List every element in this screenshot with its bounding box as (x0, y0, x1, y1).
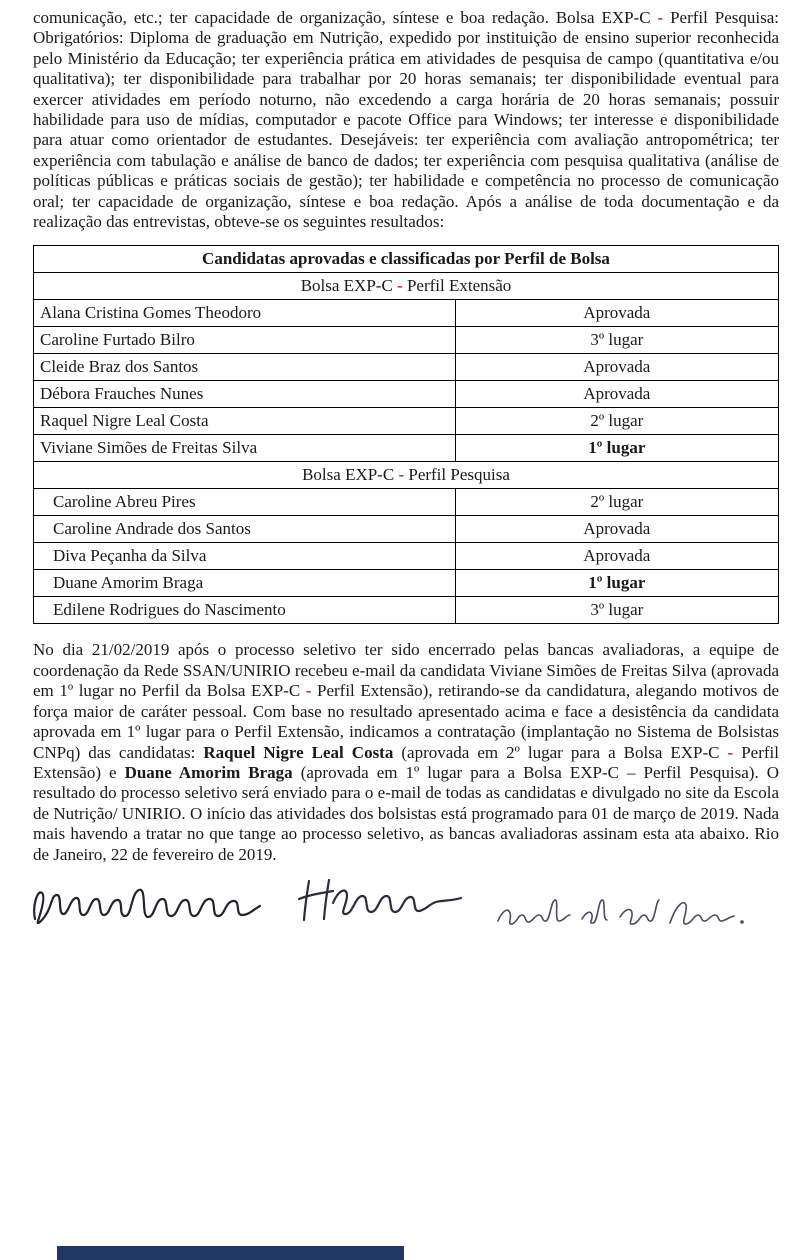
table-row (34, 327, 779, 354)
text-segment: - (727, 742, 734, 762)
candidate-name: Raquel Nigre Leal Costa (34, 408, 456, 435)
candidate-result: 3º lugar (455, 597, 778, 624)
candidate-name: Débora Frauches Nunes (34, 381, 456, 408)
candidate-name: Caroline Andrade dos Santos (34, 516, 456, 543)
candidate-name: Diva Peçanha da Silva (34, 543, 456, 570)
table-section-header (34, 462, 779, 489)
candidate-result: 3º lugar (455, 327, 778, 354)
text-segment: Perfil Extensão) e (33, 742, 779, 782)
table-title: Candidatas aprovadas e classificadas por Perfil de Bolsa (34, 246, 779, 273)
text-segment: Perfil Pesquisa (404, 465, 510, 485)
candidate-result: Aprovada (455, 354, 778, 381)
results-table-body (34, 246, 779, 624)
candidate-name: Edilene Rodrigues do Nascimento (34, 597, 456, 624)
table-row (34, 300, 779, 327)
text-segment: Bolsa EXP-C (300, 276, 398, 296)
candidate-result: Aprovada (455, 300, 778, 327)
candidate-name: Cleide Braz dos Santos (34, 354, 456, 381)
candidate-result: 2º lugar (455, 408, 778, 435)
table-section-header-row (34, 273, 779, 300)
text-segment: Perfil Pesquisa: Obrigatórios: Diploma de graduação em Nutrição, expedido por instituição de ensino superior reconhecida pelo Ministério da Educação; ter experiência prática em atividades de pesquisa de campo (quantitativa e/ou qualitativa); ter disponibilidade para trabalhar por 20 horas semanais; ter disponibilidade eventual para exercer atividades em período noturno, não excedendo a carga horária de 20 horas semanais; possuir habilidade para uso de mídias, computador e pacote Office para Windows; ter interesse e disponibilidade para atuar como orientador de estudantes. Desejáveis: ter experiência com avaliação antropométrica; ter experiência com tabulação e análise de banco de dados; ter experiência com pesquisa qualitativa (análise de políticas públicas e práticas sociais de gestão); ter habilidade e competência no processo de comunicação oral; ter capacidade de organização, síntese e boa redação. Após a análise de toda documentação e da realização das entrevistas, obteve-se os seguintes resultados: (33, 8, 779, 232)
text-segment: Duane Amorim Braga (124, 762, 293, 782)
candidate-result: 2º lugar (455, 489, 778, 516)
table-section-header (34, 273, 779, 300)
candidate-name: Caroline Abreu Pires (34, 489, 456, 516)
text-segment: - (305, 681, 312, 701)
candidate-name: Viviane Simões de Freitas Silva (34, 435, 456, 462)
table-row (34, 354, 779, 381)
candidate-name: Alana Cristina Gomes Theodoro (34, 300, 456, 327)
paragraph-result-announcement (33, 640, 779, 864)
handwritten-signature-1 (28, 881, 268, 933)
candidate-name: Duane Amorim Braga (34, 570, 456, 597)
text-segment: - (398, 465, 405, 485)
text-segment: (aprovada em 2º lugar para a Bolsa EXP-C (393, 742, 728, 762)
table-row (34, 570, 779, 597)
candidate-result: 1º lugar (455, 570, 778, 597)
text-segment: Raquel Nigre Leal Costa (203, 742, 394, 762)
text-segment: Bolsa EXP-C (302, 465, 399, 485)
text-segment: comunicação, etc.; ter capacidade de organização, síntese e boa redação. Bolsa EXP-C (33, 8, 658, 27)
table-title-row (34, 246, 779, 273)
handwritten-signature-2 (295, 875, 475, 927)
table-row (34, 408, 779, 435)
text-segment: - (657, 8, 664, 27)
footer-bar (57, 1246, 404, 1260)
table-row (34, 597, 779, 624)
table-row (34, 516, 779, 543)
paragraph-requirements (33, 8, 779, 232)
handwritten-signature-3 (490, 891, 750, 937)
candidate-result: Aprovada (455, 381, 778, 408)
text-segment: (aprovada em 1º lugar para a Bolsa EXP-C – Perfil Pesquisa). O resultado do processo seletivo será enviado para o e-mail de todas as candidatas e divulgado no site da Escola de Nutrição/ UNIRIO. O início das atividades dos bolsistas está programado para 01 de março de 2019. Nada mais havendo a tratar no que tange ao processo seletivo, as bancas avaliadoras assinam esta ata abaixo. Rio de Janeiro, 22 de fevereiro de 2019. (33, 762, 780, 864)
candidate-result: Aprovada (455, 543, 778, 570)
text-segment: No dia 21/02/2019 após o processo seletivo ter sido encerrado pelas bancas avaliadoras, a equipe de coordenação da Rede SSAN/UNIRIO recebeu e-mail da candidata Viviane Simões de Freitas Silva (aprovada em 1º lugar no Perfil da Bolsa EXP-C (33, 640, 779, 701)
results-table (33, 245, 779, 624)
candidate-result: 1º lugar (455, 435, 778, 462)
table-row (34, 435, 779, 462)
signatures-row (33, 873, 779, 951)
text-segment: - (397, 276, 403, 296)
table-row (34, 489, 779, 516)
candidate-name: Caroline Furtado Bilro (34, 327, 456, 354)
candidate-result: Aprovada (455, 516, 778, 543)
text-segment: Perfil Extensão), retirando-se da candidatura, alegando motivos de força maior de caráter pessoal. Com base no resultado apresentado acima e face a desistência da candidata aprovada em 1º lugar para o Perfil Extensão, indicamos a contratação (implantação no Sistema de Bolsistas CNPq) das candidatas: (33, 681, 779, 762)
table-section-header-row (34, 462, 779, 489)
text-segment: Perfil Extensão (402, 276, 512, 296)
table-row (34, 543, 779, 570)
table-row (34, 381, 779, 408)
